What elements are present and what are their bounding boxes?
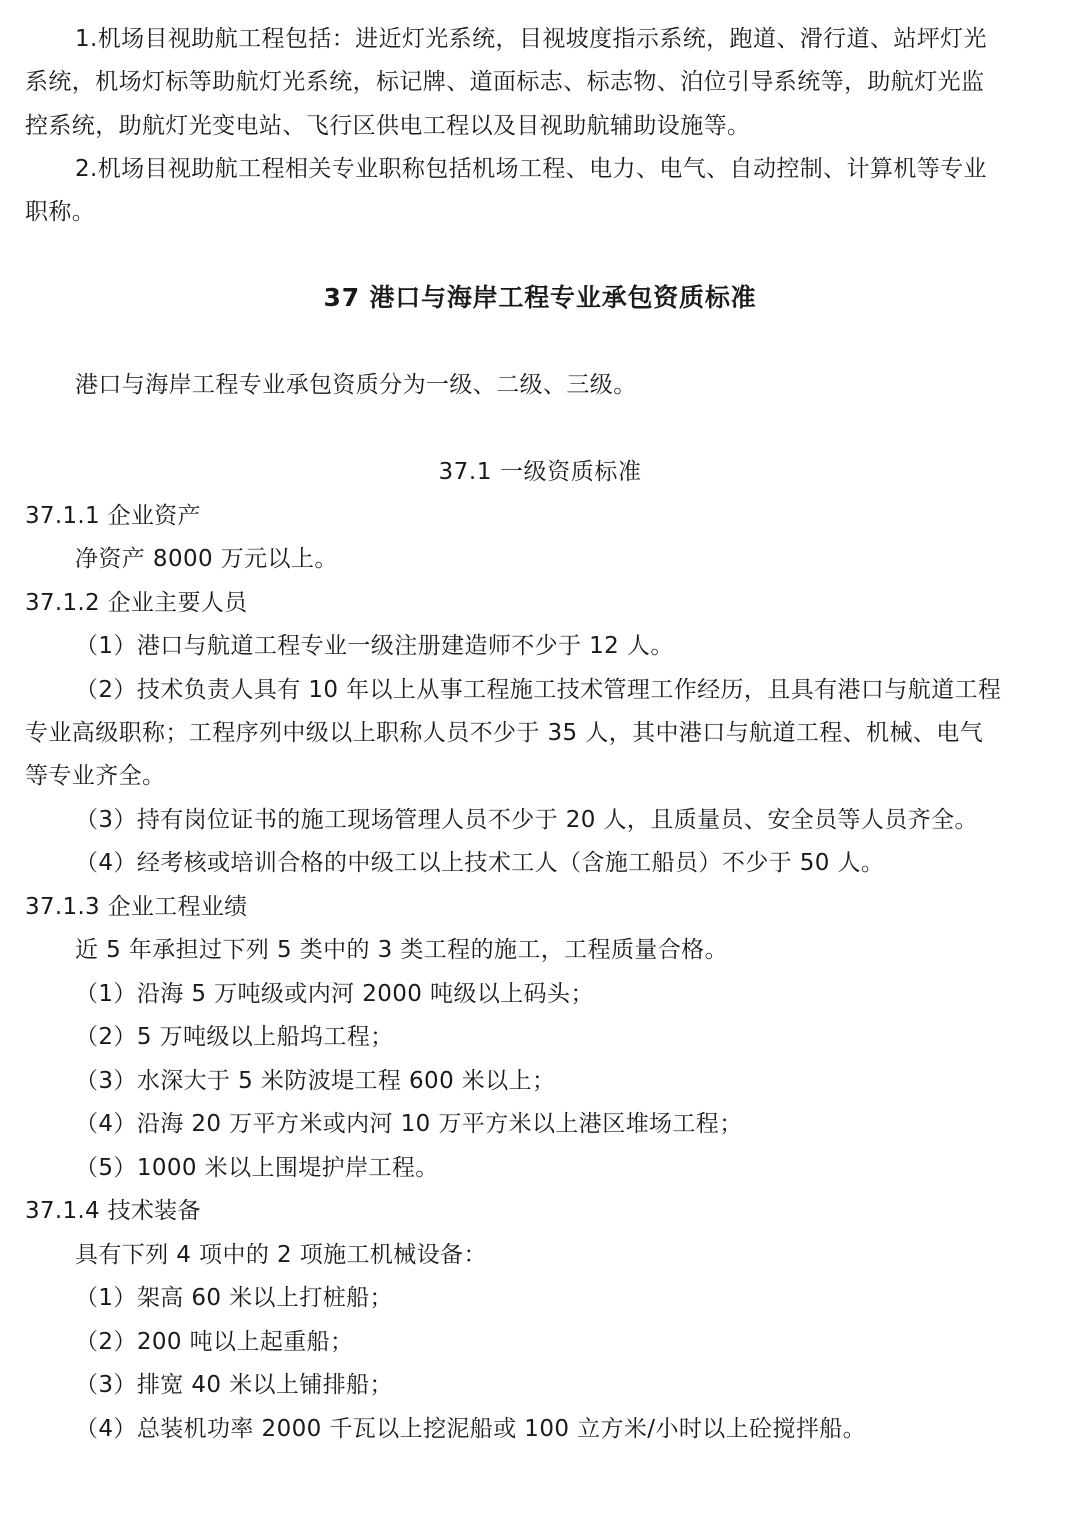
personnel-item-1: （1）港口与航道工程专业一级注册建造师不少于 12 人。 [75, 633, 674, 659]
equipment-item-4: （4）总装机功率 2000 千瓦以上挖泥船或 100 立方米/小时以上砼搅拌船。 [75, 1416, 867, 1442]
personnel-item-4: （4）经考核或培训合格的中级工以上技术工人（含施工船员）不少于 50 人。 [75, 850, 885, 876]
note-2-line-1: 2.机场目视助航工程相关专业职称包括机场工程、电力、电气、自动控制、计算机等专业 [75, 156, 987, 182]
note-2-line-2: 职称。 [25, 199, 96, 225]
equipment-item-1: （1）架高 60 米以上打桩船； [75, 1285, 393, 1311]
section-title: 37 港口与海岸工程专业承包资质标准 [323, 283, 757, 312]
assets-heading: 37.1.1 企业资产 [25, 503, 201, 529]
performance-item-5: （5）1000 米以上围堤护岸工程。 [75, 1155, 439, 1181]
section-overview: 港口与海岸工程专业承包资质分为一级、二级、三级。 [75, 372, 637, 398]
performance-intro: 近 5 年承担过下列 5 类中的 3 类工程的施工，工程质量合格。 [75, 937, 728, 963]
note-1-line-3: 控系统，助航灯光变电站、飞行区供电工程以及目视助航辅助设施等。 [25, 113, 751, 139]
performance-item-3: （3）水深大于 5 米防波堤工程 600 米以上； [75, 1068, 556, 1094]
subsection-title: 37.1 一级资质标准 [438, 459, 642, 485]
equipment-item-3: （3）排宽 40 米以上铺排船； [75, 1372, 393, 1398]
personnel-item-2-line-2: 专业高级职称；工程序列中级以上职称人员不少于 35 人，其中港口与航道工程、机械、电气 [25, 720, 984, 746]
equipment-intro: 具有下列 4 项中的 2 项施工机械设备： [75, 1242, 487, 1268]
note-1-line-2: 系统，机场灯标等助航灯光系统，标记牌、道面标志、标志物、泊位引导系统等，助航灯光监 [25, 69, 985, 95]
personnel-item-2-line-1: （2）技术负责人具有 10 年以上从事工程施工技术管理工作经历，且具有港口与航道工程 [75, 677, 1002, 703]
equipment-item-2: （2）200 吨以上起重船； [75, 1329, 354, 1355]
assets-text: 净资产 8000 万元以上。 [75, 546, 338, 572]
performance-item-2: （2）5 万吨级以上船坞工程； [75, 1024, 394, 1050]
personnel-item-3: （3）持有岗位证书的施工现场管理人员不少于 20 人，且质量员、安全员等人员齐全。 [75, 807, 978, 833]
personnel-item-2-line-3: 等专业齐全。 [25, 763, 166, 789]
performance-heading: 37.1.3 企业工程业绩 [25, 894, 248, 920]
note-1-line-1: 1.机场目视助航工程包括：进近灯光系统，目视坡度指示系统，跑道、滑行道、站坪灯光 [75, 26, 987, 52]
equipment-heading: 37.1.4 技术装备 [25, 1198, 201, 1224]
performance-item-4: （4）沿海 20 万平方米或内河 10 万平方米以上港区堆场工程； [75, 1111, 743, 1137]
personnel-heading: 37.1.2 企业主要人员 [25, 590, 248, 616]
performance-item-1: （1）沿海 5 万吨级或内河 2000 吨级以上码头； [75, 981, 594, 1007]
